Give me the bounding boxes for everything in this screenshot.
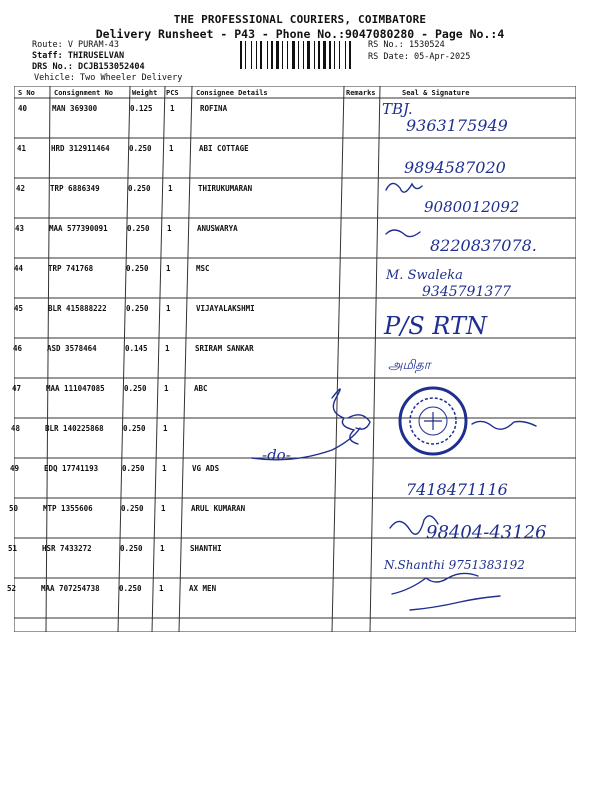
col-sno-header: S No (18, 89, 35, 97)
row-sno: 45 (14, 304, 24, 313)
row-pcs: 1 (159, 584, 164, 593)
col-weight-header: Weight (132, 89, 158, 97)
row-sno: 49 (10, 464, 20, 473)
barcode-bar (256, 41, 257, 69)
barcode-bar (347, 41, 348, 69)
row-sno: 42 (16, 184, 26, 193)
sign-45-note: P/S RTN (384, 312, 487, 340)
barcode-bar (258, 41, 259, 69)
barcode-bar (303, 41, 304, 69)
row-consignment-no: TRP 741768 (48, 264, 94, 273)
company-name: THE PROFESSIONAL COURIERS, COIMBATORE (173, 13, 427, 26)
barcode-bar (263, 41, 266, 69)
row-consignee: SRIRAM SANKAR (195, 344, 254, 353)
runsheet-title: Delivery Runsheet - P43 - Phone No.:9047080280 - Page No.:4 (95, 27, 505, 41)
row-sno: 40 (18, 104, 28, 113)
barcode-bar (276, 41, 279, 69)
row-consignee: MSC (196, 264, 210, 273)
row-consignment-no: MAN 369300 (52, 104, 98, 113)
barcode-bar (327, 41, 328, 69)
row-sno: 50 (9, 504, 19, 513)
row-sno: 51 (8, 544, 18, 553)
barcode-bar (289, 41, 291, 69)
row-pcs: 1 (163, 424, 168, 433)
barcode-bar (345, 41, 346, 69)
row-pcs: 1 (166, 304, 171, 313)
rs-number: RS No.: 1530524 (368, 40, 445, 50)
barcode-bar (243, 41, 244, 69)
row-pcs: 1 (168, 184, 173, 193)
row-consignment-no: BLR 140225868 (45, 424, 104, 433)
row-pcs: 1 (160, 544, 165, 553)
row-consignee: ARUL KUMARAN (191, 504, 246, 513)
sign-40-initials: TBJ. (382, 100, 413, 118)
row-sno: 47 (12, 384, 22, 393)
row-weight: 0.145 (125, 344, 148, 353)
row-consignee: ABC (194, 384, 208, 393)
row-sno: 41 (17, 144, 27, 153)
staff-label: Staff: THIRUSELVAN (32, 51, 125, 61)
barcode-bar (300, 41, 302, 69)
row-pcs: 1 (161, 504, 166, 513)
vehicle-label: Vehicle: Two Wheeler Delivery (34, 73, 183, 83)
row-sno: 48 (11, 424, 21, 433)
sign-40-phone: 9363175949 (406, 116, 508, 135)
barcode-bar (274, 41, 275, 69)
drs-number: DRS No.: DCJB153052404 (32, 62, 145, 72)
barcode-bar (336, 41, 338, 69)
row-sno: 52 (7, 584, 17, 593)
barcode-bar (318, 41, 320, 69)
row-consignee: SHANTHI (190, 544, 222, 553)
company-seal-stamp (398, 386, 468, 456)
barcode-bar (341, 41, 344, 69)
barcode-bar (296, 41, 297, 69)
row-consignment-no: HSR 7433272 (42, 544, 92, 553)
sign-50-phone: 98404-43126 (426, 522, 547, 543)
sign-42-phone: 9080012092 (424, 198, 520, 216)
row-consignment-no: EDQ 17741193 (44, 464, 99, 473)
row-weight: 0.250 (123, 424, 146, 433)
row-consignment-no: HRD 312911464 (51, 144, 110, 153)
barcode-bar (267, 41, 268, 69)
ditto-mark: -do- (262, 446, 291, 464)
barcode-bar (269, 41, 270, 69)
sign-43-phone: 8220837078. (430, 236, 537, 255)
row-consignment-no: MAA 577390091 (49, 224, 108, 233)
barcode-bar (307, 41, 310, 69)
barcode-bar (260, 41, 262, 69)
barcode-bar (284, 41, 286, 69)
row-weight: 0.250 (124, 384, 147, 393)
col-remarks-header: Remarks (346, 89, 376, 97)
row-weight: 0.250 (126, 304, 149, 313)
row-consignment-no: MTP 1355606 (43, 504, 93, 513)
row-consignment-no: ASD 3578464 (47, 344, 97, 353)
row-weight: 0.250 (129, 144, 152, 153)
row-consignee: THIRUKUMARAN (198, 184, 253, 193)
barcode-bar (321, 41, 322, 69)
row-weight: 0.125 (130, 104, 153, 113)
barcode-bar (339, 41, 340, 69)
row-consignee: ABI COTTAGE (199, 144, 249, 153)
row-consignment-no: TRP 6886349 (50, 184, 100, 193)
row-weight: 0.250 (122, 464, 145, 473)
barcode-bar (240, 41, 242, 69)
row-weight: 0.250 (126, 264, 149, 273)
barcode-bar (280, 41, 281, 69)
col-signature-header: Seal & Signature (402, 89, 470, 97)
row-consignee: ANUSWARYA (197, 224, 238, 233)
row-weight: 0.250 (120, 544, 143, 553)
barcode-bar (298, 41, 299, 69)
row-consignment-no: MAA 111047085 (46, 384, 105, 393)
sign-51-name-phone: N.Shanthi 9751383192 (384, 558, 525, 572)
row-consignee: ROFINA (200, 104, 228, 113)
row-pcs: 1 (165, 344, 170, 353)
barcode-bar (287, 41, 288, 69)
row-weight: 0.250 (128, 184, 151, 193)
row-consignee: VG ADS (192, 464, 220, 473)
row-pcs: 1 (166, 264, 171, 273)
row-consignee: AX MEN (189, 584, 217, 593)
col-consignment-header: Consignment No (54, 89, 114, 97)
row-sno: 44 (14, 264, 24, 273)
col-consignee-header: Consignee Details (196, 89, 268, 97)
barcode-bar (332, 41, 333, 69)
col-pcs-header: PCS (166, 89, 179, 97)
barcode-bar (271, 41, 273, 69)
barcode (240, 41, 362, 69)
barcode-bar (329, 41, 331, 69)
sign-41-phone: 9894587020 (404, 158, 506, 177)
sign-44-name: M. Swaleka (386, 268, 463, 283)
barcode-bar (311, 41, 313, 69)
rs-date: RS Date: 05-Apr-2025 (368, 52, 471, 62)
sign-44-phone: 9345791377 (422, 284, 512, 300)
row-sno: 46 (13, 344, 23, 353)
row-pcs: 1 (162, 464, 167, 473)
row-consignment-no: MAA 707254738 (41, 584, 100, 593)
row-weight: 0.250 (121, 504, 144, 513)
sign-46-name: அமிதா (388, 358, 431, 373)
barcode-bar (316, 41, 317, 69)
barcode-bar (247, 41, 250, 69)
runsheet-table (7, 86, 576, 632)
barcode-bar (334, 41, 335, 69)
barcode-bar (245, 41, 246, 69)
row-weight: 0.250 (119, 584, 142, 593)
route-label: Route: V PURAM-43 (32, 40, 119, 50)
row-pcs: 1 (169, 144, 174, 153)
barcode-bar (251, 41, 252, 69)
barcode-bar (314, 41, 315, 69)
barcode-bar (349, 41, 351, 69)
barcode-bar (253, 41, 255, 69)
row-sno: 43 (15, 224, 25, 233)
row-consignee: VIJAYALAKSHMI (196, 304, 255, 313)
row-pcs: 1 (170, 104, 175, 113)
barcode-bar (292, 41, 295, 69)
barcode-bar (323, 41, 326, 69)
row-consignment-no: BLR 415888222 (48, 304, 107, 313)
barcode-bar (282, 41, 283, 69)
row-pcs: 1 (167, 224, 172, 233)
row-weight: 0.250 (127, 224, 150, 233)
barcode-bar (305, 41, 306, 69)
row-pcs: 1 (164, 384, 169, 393)
sign-49-phone: 7418471116 (406, 480, 508, 499)
